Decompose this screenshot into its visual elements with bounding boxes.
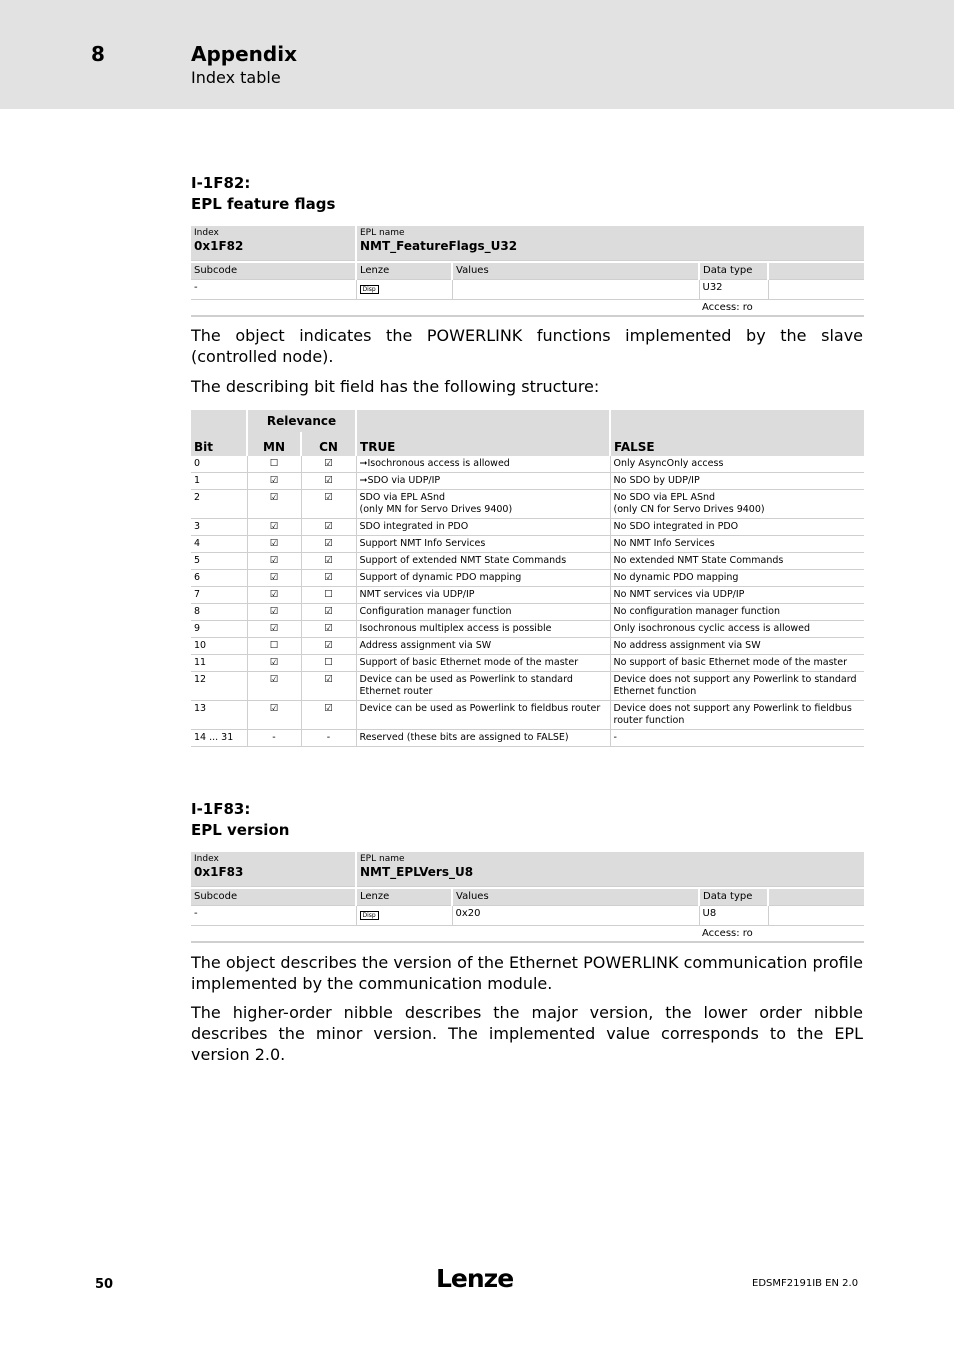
lenze-logo: Lenze bbox=[436, 1264, 514, 1293]
false-description-cell: No support of basic Ethernet mode of the master bbox=[610, 655, 864, 672]
true-description-cell: Isochronous multiplex access is possible bbox=[356, 621, 610, 638]
false-description-cell: No NMT Info Services bbox=[610, 536, 864, 553]
true-description-cell: Device can be used as Powerlink to standard Ethernet router bbox=[356, 672, 610, 701]
cn-relevance-cell: ☑ bbox=[301, 536, 356, 553]
bit-cell: 12 bbox=[191, 672, 247, 701]
true-description-cell: Support of extended NMT State Commands bbox=[356, 553, 610, 570]
chapter-number: 8 bbox=[91, 42, 105, 66]
header-relevance: Relevance bbox=[247, 410, 356, 432]
cn-relevance-cell: ☑ bbox=[301, 604, 356, 621]
bit-cell: 4 bbox=[191, 536, 247, 553]
bit-cell: 5 bbox=[191, 553, 247, 570]
table-row bbox=[191, 621, 864, 638]
table-row bbox=[191, 730, 864, 747]
cn-relevance-cell: ☑ bbox=[301, 570, 356, 587]
true-description-cell: Device can be used as Powerlink to fieldbus router bbox=[356, 701, 610, 730]
true-description-cell: ➞Isochronous access is allowed bbox=[356, 456, 610, 473]
mn-relevance-cell: ☑ bbox=[247, 672, 301, 701]
table-row bbox=[191, 570, 864, 587]
false-description-cell: No NMT services via UDP/IP bbox=[610, 587, 864, 604]
false-description-cell: Device does not support any Powerlink to standard Ethernet function bbox=[610, 672, 864, 701]
epl-name-value: NMT_EPLVers_U8 bbox=[360, 865, 474, 879]
bit-cell: 8 bbox=[191, 604, 247, 621]
mn-relevance-cell: ☑ bbox=[247, 553, 301, 570]
false-description-cell: No SDO integrated in PDO bbox=[610, 519, 864, 536]
header-cn: CN bbox=[301, 432, 356, 456]
cn-relevance-cell: ☑ bbox=[301, 638, 356, 655]
bit-cell: 7 bbox=[191, 587, 247, 604]
index-value: 0x1F82 bbox=[194, 239, 244, 253]
section2-index-table: Index 0x1F83 EPL name NMT_EPLVers_U8 Subcode Lenze Values Data type - Disp 0x20 U8 Access: ro bbox=[191, 852, 864, 943]
true-description-cell: Reserved (these bits are assigned to FALSE) bbox=[356, 730, 610, 747]
mn-relevance-cell: ☑ bbox=[247, 655, 301, 672]
mn-relevance-cell: ☑ bbox=[247, 519, 301, 536]
bit-cell: 10 bbox=[191, 638, 247, 655]
cn-relevance-cell: ☑ bbox=[301, 701, 356, 730]
bit-cell: 1 bbox=[191, 473, 247, 490]
false-description-cell: Only AsyncOnly access bbox=[610, 456, 864, 473]
chapter-title: Appendix bbox=[191, 42, 297, 66]
mn-relevance-cell: ☐ bbox=[247, 456, 301, 473]
mn-relevance-cell: ☑ bbox=[247, 473, 301, 490]
access-info: Access: ro bbox=[699, 925, 864, 942]
bit-cell: 13 bbox=[191, 701, 247, 730]
false-description-cell: No configuration manager function bbox=[610, 604, 864, 621]
table-row bbox=[191, 701, 864, 730]
access-info: Access: ro bbox=[699, 299, 864, 316]
section1-index-table: Index 0x1F82 EPL name NMT_FeatureFlags_U32 Subcode Lenze Values Data type - Disp U32 Access: ro bbox=[191, 226, 864, 317]
bit-cell: 2 bbox=[191, 490, 247, 519]
true-description-cell: NMT services via UDP/IP bbox=[356, 587, 610, 604]
table-row bbox=[191, 473, 864, 490]
header-true: TRUE bbox=[356, 410, 610, 456]
false-description-cell: Only isochronous cyclic access is allowed bbox=[610, 621, 864, 638]
table-row bbox=[191, 655, 864, 672]
bit-cell: 6 bbox=[191, 570, 247, 587]
cn-relevance-cell: ☑ bbox=[301, 456, 356, 473]
true-description-cell: Support of dynamic PDO mapping bbox=[356, 570, 610, 587]
table-row bbox=[191, 672, 864, 701]
section1-title: I-1F82: EPL feature flags bbox=[191, 174, 336, 213]
mn-relevance-cell: ☑ bbox=[247, 570, 301, 587]
true-description-cell: Address assignment via SW bbox=[356, 638, 610, 655]
mn-relevance-cell: ☑ bbox=[247, 490, 301, 519]
section2-title: I-1F83: EPL version bbox=[191, 800, 290, 839]
cn-relevance-cell: ☑ bbox=[301, 519, 356, 536]
false-description-cell: No address assignment via SW bbox=[610, 638, 864, 655]
page-number: 50 bbox=[95, 1277, 114, 1292]
cn-relevance-cell: - bbox=[301, 730, 356, 747]
true-description-cell: Configuration manager function bbox=[356, 604, 610, 621]
cn-relevance-cell: ☑ bbox=[301, 473, 356, 490]
document-id: EDSMF2191IB EN 2.0 bbox=[752, 1278, 859, 1289]
mn-relevance-cell: - bbox=[247, 730, 301, 747]
false-description-cell: Device does not support any Powerlink to fieldbus router function bbox=[610, 701, 864, 730]
mn-relevance-cell: ☑ bbox=[247, 621, 301, 638]
false-description-cell: - bbox=[610, 730, 864, 747]
table-row bbox=[191, 490, 864, 519]
table-row bbox=[191, 604, 864, 621]
chapter-header bbox=[0, 0, 954, 109]
header-false: FALSE bbox=[610, 410, 864, 456]
mn-relevance-cell: ☑ bbox=[247, 536, 301, 553]
table-row bbox=[191, 587, 864, 604]
cn-relevance-cell: ☑ bbox=[301, 672, 356, 701]
epl-name-value: NMT_FeatureFlags_U32 bbox=[360, 239, 518, 253]
chapter-subtitle: Index table bbox=[191, 68, 281, 87]
cn-relevance-cell: ☑ bbox=[301, 553, 356, 570]
true-description-cell: SDO via EPL ASnd (only MN for Servo Drives 9400) bbox=[356, 490, 610, 519]
bit-cell: 3 bbox=[191, 519, 247, 536]
table-row bbox=[191, 553, 864, 570]
table-row bbox=[191, 519, 864, 536]
mn-relevance-cell: ☐ bbox=[247, 638, 301, 655]
bit-cell: 11 bbox=[191, 655, 247, 672]
disp-badge: Disp bbox=[360, 285, 379, 294]
disp-badge: Disp bbox=[360, 911, 379, 920]
true-description-cell: ➞SDO via UDP/IP bbox=[356, 473, 610, 490]
cn-relevance-cell: ☐ bbox=[301, 655, 356, 672]
false-description-cell: No SDO by UDP/IP bbox=[610, 473, 864, 490]
cn-relevance-cell: ☑ bbox=[301, 490, 356, 519]
header-bit: Bit bbox=[191, 410, 247, 456]
cn-relevance-cell: ☑ bbox=[301, 621, 356, 638]
bit-cell: 9 bbox=[191, 621, 247, 638]
table-row bbox=[191, 638, 864, 655]
cn-relevance-cell: ☐ bbox=[301, 587, 356, 604]
false-description-cell: No extended NMT State Commands bbox=[610, 553, 864, 570]
table-row bbox=[191, 456, 864, 473]
bit-field-table bbox=[191, 410, 864, 747]
false-description-cell: No SDO via EPL ASnd (only CN for Servo Drives 9400) bbox=[610, 490, 864, 519]
mn-relevance-cell: ☑ bbox=[247, 604, 301, 621]
index-value: 0x1F83 bbox=[194, 865, 244, 879]
section2-paragraph2: The higher-order nibble describes the major version, the lower order nibble describes the minor version. The implemented value corresponds to the EPL version 2.0. bbox=[191, 1003, 863, 1064]
section1-paragraph2: The describing bit field has the following structure: bbox=[191, 377, 600, 396]
table-row bbox=[191, 536, 864, 553]
section1-paragraph1: The object indicates the POWERLINK functions implemented by the slave (controlled node). bbox=[191, 326, 863, 366]
mn-relevance-cell: ☑ bbox=[247, 587, 301, 604]
section2-paragraph1: The object describes the version of the Ethernet POWERLINK communication profile implemented by the communication module. bbox=[191, 953, 863, 993]
true-description-cell: Support NMT Info Services bbox=[356, 536, 610, 553]
true-description-cell: Support of basic Ethernet mode of the master bbox=[356, 655, 610, 672]
mn-relevance-cell: ☑ bbox=[247, 701, 301, 730]
false-description-cell: No dynamic PDO mapping bbox=[610, 570, 864, 587]
true-description-cell: SDO integrated in PDO bbox=[356, 519, 610, 536]
bit-cell: 14 ... 31 bbox=[191, 730, 247, 747]
bit-cell: 0 bbox=[191, 456, 247, 473]
header-mn: MN bbox=[247, 432, 301, 456]
